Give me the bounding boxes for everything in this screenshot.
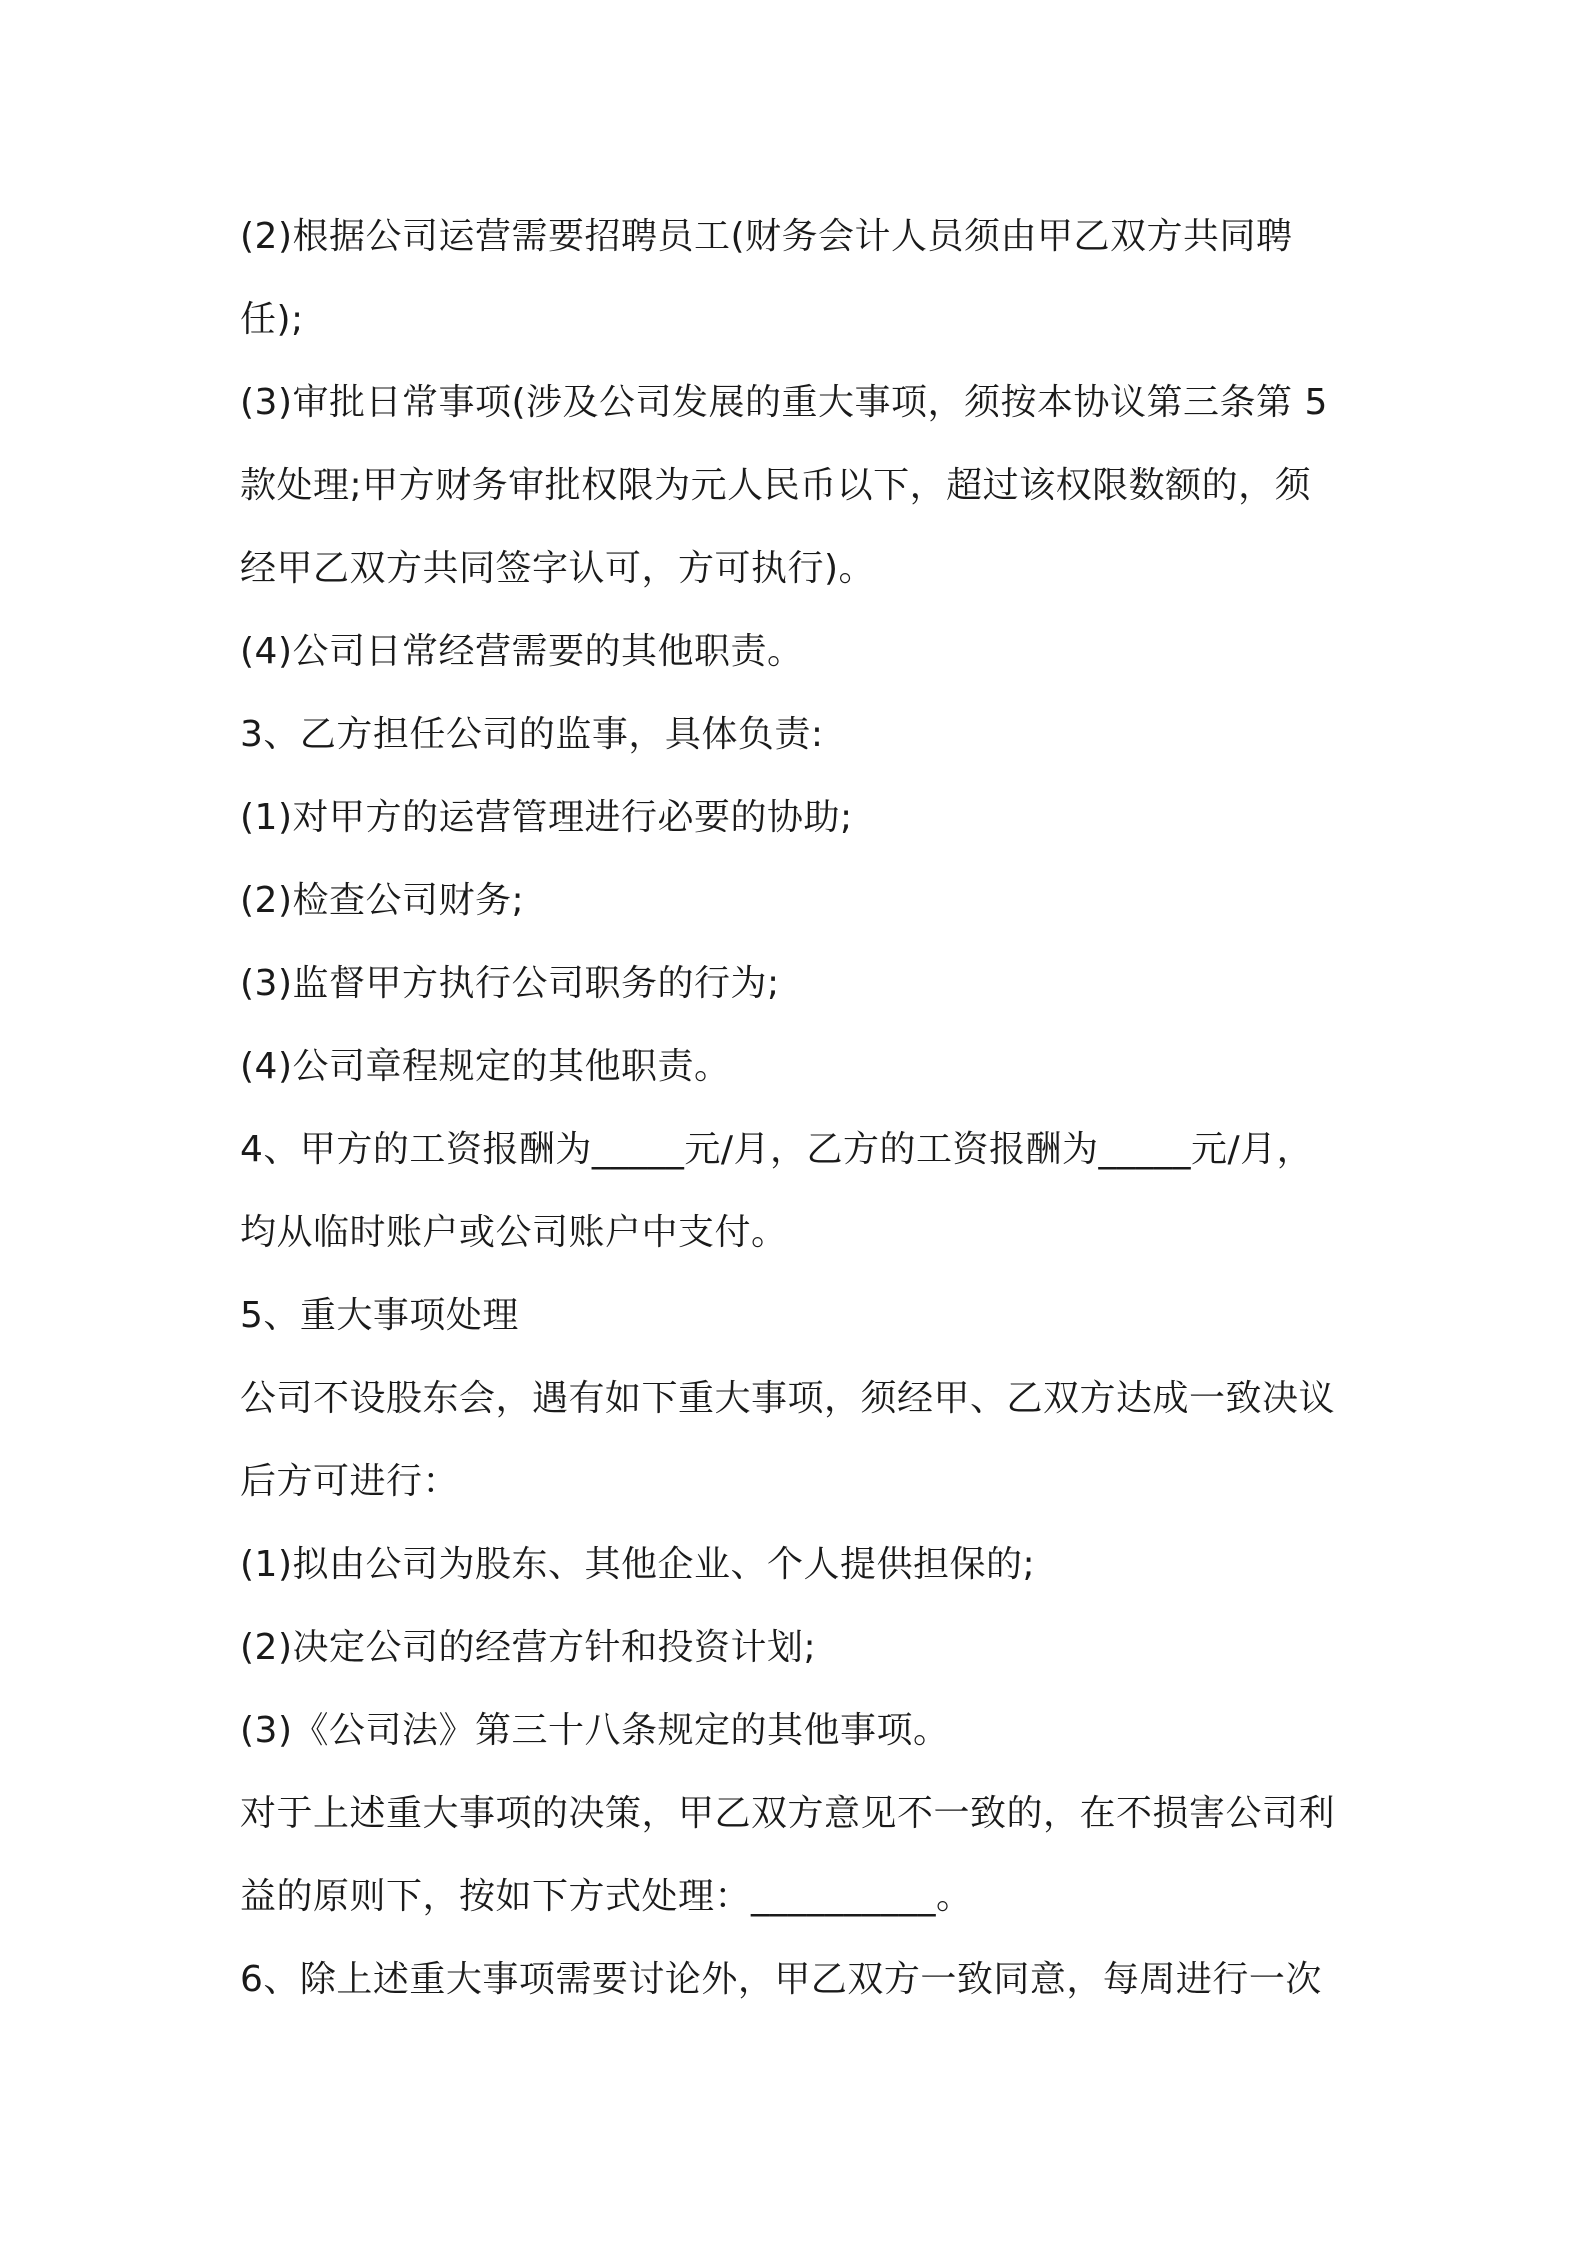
text-line: (2)决定公司的经营方针和投资计划; bbox=[240, 1627, 817, 1668]
text-line: (1)拟由公司为股东、其他企业、个人提供担保的; bbox=[240, 1544, 1036, 1585]
text-line: 款处理;甲方财务审批权限为元人民币以下，超过该权限数额的，须 bbox=[240, 465, 1312, 506]
text-line: (3)《公司法》第三十八条规定的其他事项。 bbox=[240, 1710, 950, 1751]
text-line: 对于上述重大事项的决策，甲乙双方意见不一致的，在不损害公司利 bbox=[240, 1793, 1336, 1834]
section-heading: 3、乙方担任公司的监事，具体负责: bbox=[240, 714, 824, 755]
text-line: 益的原则下，按如下方式处理：__________。 bbox=[240, 1876, 973, 1917]
text-line: 任); bbox=[240, 299, 304, 340]
text-line: (4)公司日常经营需要的其他职责。 bbox=[240, 631, 804, 672]
section-heading: 6、除上述重大事项需要讨论外，甲乙双方一致同意，每周进行一次 bbox=[240, 1959, 1322, 2000]
text-line: (2)根据公司运营需要招聘员工(财务会计人员须由甲乙双方共同聘 bbox=[240, 216, 1293, 257]
text-line: (2)检查公司财务; bbox=[240, 880, 525, 921]
text-line: (4)公司章程规定的其他职责。 bbox=[240, 1046, 731, 1087]
text-line: 后方可进行： bbox=[240, 1461, 460, 1502]
document-body bbox=[240, 195, 1360, 2021]
text-line: 经甲乙双方共同签字认可，方可执行)。 bbox=[240, 548, 876, 589]
section-heading: 4、甲方的工资报酬为_____元/月，乙方的工资报酬为_____元/月， bbox=[240, 1129, 1314, 1170]
section-heading: 5、重大事项处理 bbox=[240, 1295, 519, 1336]
text-line: (1)对甲方的运营管理进行必要的协助; bbox=[240, 797, 853, 838]
text-line: 均从临时账户或公司账户中支付。 bbox=[240, 1212, 788, 1253]
text-line: (3)审批日常事项(涉及公司发展的重大事项，须按本协议第三条第 5 bbox=[240, 382, 1328, 423]
text-line: (3)监督甲方执行公司职务的行为; bbox=[240, 963, 780, 1004]
text-line: 公司不设股东会，遇有如下重大事项，须经甲、乙双方达成一致决议 bbox=[240, 1378, 1336, 1419]
